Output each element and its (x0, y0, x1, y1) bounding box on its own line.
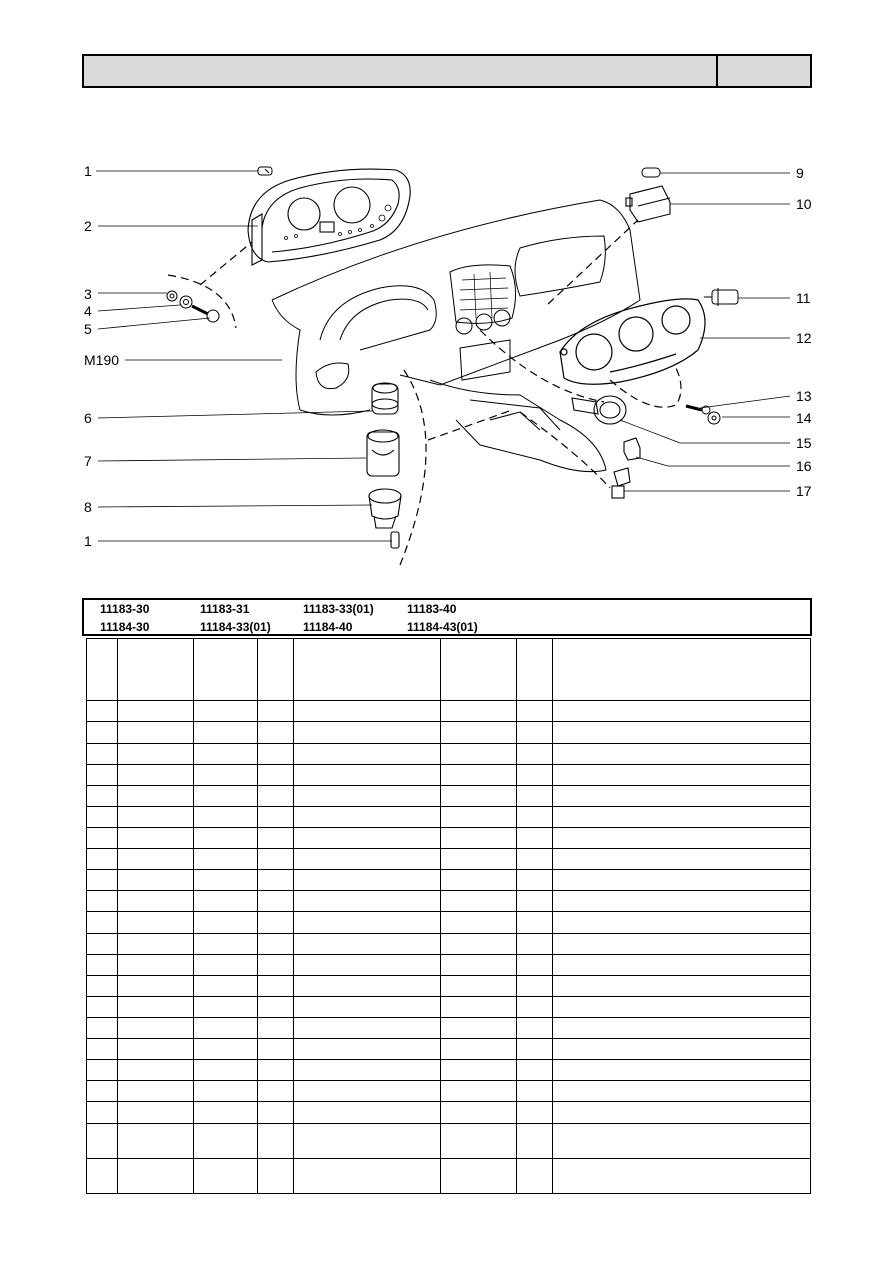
table-cell (441, 954, 517, 975)
table-cell (294, 1017, 441, 1038)
table-cell (258, 912, 294, 933)
table-cell (553, 996, 811, 1017)
table-cell (118, 912, 194, 933)
table-cell (441, 1081, 517, 1102)
table-cell (294, 1158, 441, 1193)
callout-11: 11 (796, 290, 811, 306)
callout-3: 3 (84, 286, 92, 302)
table-cell (553, 1039, 811, 1060)
table-cell (294, 701, 441, 722)
table-cell (553, 912, 811, 933)
table-cell (553, 933, 811, 954)
table-cell (118, 891, 194, 912)
table-cell (118, 1039, 194, 1060)
table-cell (194, 912, 258, 933)
table-cell (258, 1158, 294, 1193)
table-cell (87, 1158, 118, 1193)
table-cell (258, 701, 294, 722)
table-cell (87, 1039, 118, 1060)
table-cell (517, 743, 553, 764)
table-row (87, 996, 811, 1017)
table-cell (517, 1123, 553, 1158)
table-cell (517, 891, 553, 912)
table-cell (294, 1123, 441, 1158)
table-cell (441, 1123, 517, 1158)
model-code: 11183-30 (100, 602, 150, 616)
table-cell (87, 1060, 118, 1081)
table-cell (294, 764, 441, 785)
table-cell (553, 1102, 811, 1123)
table-cell (517, 849, 553, 870)
table-cell (118, 806, 194, 827)
table-cell (441, 975, 517, 996)
table-cell (118, 1060, 194, 1081)
table-cell (118, 785, 194, 806)
table-cell (517, 1017, 553, 1038)
table-cell (441, 701, 517, 722)
callout-1-bottom: 1 (84, 533, 92, 549)
table-cell (441, 996, 517, 1017)
table-cell (258, 1060, 294, 1081)
table-row (87, 891, 811, 912)
table-cell (517, 954, 553, 975)
table-cell (517, 1102, 553, 1123)
table-cell (87, 849, 118, 870)
table-row (87, 1081, 811, 1102)
table-cell (87, 639, 118, 701)
table-cell (87, 870, 118, 891)
table-cell (553, 1158, 811, 1193)
table-cell (517, 785, 553, 806)
model-code: 11183-31 (200, 602, 250, 616)
table-cell (87, 722, 118, 743)
table-cell (118, 1123, 194, 1158)
table-row (87, 870, 811, 891)
table-cell (258, 1017, 294, 1038)
parts-table (86, 638, 811, 1194)
table-cell (294, 785, 441, 806)
table-cell (294, 639, 441, 701)
table-cell (194, 722, 258, 743)
table-cell (194, 1081, 258, 1102)
table-cell (118, 996, 194, 1017)
table-row (87, 722, 811, 743)
table-cell (517, 1039, 553, 1060)
table-cell (517, 912, 553, 933)
callout-12: 12 (796, 330, 812, 346)
table-cell (87, 827, 118, 848)
table-cell (118, 1158, 194, 1193)
table-cell (87, 806, 118, 827)
model-code: 11184-43(01) (407, 620, 478, 634)
table-cell (294, 1081, 441, 1102)
table-cell (194, 954, 258, 975)
table-cell (441, 891, 517, 912)
table-row (87, 912, 811, 933)
table-cell (517, 996, 553, 1017)
table-cell (294, 996, 441, 1017)
callout-8: 8 (84, 499, 92, 515)
table-row (87, 785, 811, 806)
table-cell (194, 764, 258, 785)
table-cell (194, 785, 258, 806)
table-cell (553, 870, 811, 891)
table-cell (258, 996, 294, 1017)
table-cell (194, 1060, 258, 1081)
table-cell (87, 1017, 118, 1038)
table-cell (553, 639, 811, 701)
model-code: 11184-33(01) (200, 620, 271, 634)
table-cell (258, 1039, 294, 1060)
table-cell (258, 1081, 294, 1102)
model-code: 11184-40 (303, 620, 353, 634)
table-cell (517, 1081, 553, 1102)
table-cell (118, 743, 194, 764)
table-cell (517, 870, 553, 891)
table-row (87, 849, 811, 870)
table-row (87, 954, 811, 975)
table-row (87, 764, 811, 785)
model-codes-box (82, 598, 812, 636)
callout-17: 17 (796, 483, 812, 499)
table-cell (441, 785, 517, 806)
table-cell (553, 954, 811, 975)
table-cell (118, 1102, 194, 1123)
table-row (87, 1102, 811, 1123)
table-cell (258, 975, 294, 996)
callout-15: 15 (796, 435, 812, 451)
table-cell (553, 1060, 811, 1081)
table-cell (294, 827, 441, 848)
table-cell (118, 639, 194, 701)
table-cell (294, 722, 441, 743)
table-cell (517, 1060, 553, 1081)
table-cell (258, 954, 294, 975)
table-cell (553, 806, 811, 827)
table-cell (258, 785, 294, 806)
model-code: 11183-33(01) (303, 602, 374, 616)
table-cell (118, 1081, 194, 1102)
table-row (87, 1123, 811, 1158)
table-cell (194, 891, 258, 912)
table-cell (294, 870, 441, 891)
table-cell (118, 764, 194, 785)
table-cell (441, 1158, 517, 1193)
callout-13: 13 (796, 388, 812, 404)
table-cell (87, 1102, 118, 1123)
table-cell (294, 891, 441, 912)
table-row (87, 743, 811, 764)
table-cell (194, 1017, 258, 1038)
model-code: 11184-30 (100, 620, 150, 634)
table-cell (517, 827, 553, 848)
table-row (87, 933, 811, 954)
table-cell (87, 1123, 118, 1158)
table-cell (553, 722, 811, 743)
table-cell (118, 849, 194, 870)
table-cell (87, 701, 118, 722)
table-cell (553, 1081, 811, 1102)
table-cell (517, 701, 553, 722)
callout-2: 2 (84, 218, 92, 234)
table-cell (294, 1039, 441, 1060)
table-row (87, 827, 811, 848)
table-cell (517, 722, 553, 743)
table-cell (441, 722, 517, 743)
table-cell (441, 849, 517, 870)
callout-1-top: 1 (84, 163, 92, 179)
table-cell (553, 1017, 811, 1038)
table-cell (194, 806, 258, 827)
table-row (87, 975, 811, 996)
table-cell (294, 912, 441, 933)
table-cell (258, 722, 294, 743)
table-cell (194, 849, 258, 870)
table-cell (87, 1081, 118, 1102)
table-cell (258, 1123, 294, 1158)
table-cell (258, 891, 294, 912)
model-code: 11183-40 (407, 602, 457, 616)
table-cell (194, 743, 258, 764)
table-cell (553, 785, 811, 806)
callout-5: 5 (84, 321, 92, 337)
table-cell (194, 701, 258, 722)
table-cell (517, 933, 553, 954)
table-cell (553, 891, 811, 912)
table-cell (118, 954, 194, 975)
table-cell (258, 806, 294, 827)
table-cell (258, 827, 294, 848)
callout-10: 10 (796, 196, 812, 212)
table-cell (294, 933, 441, 954)
callout-4: 4 (84, 303, 92, 319)
table-cell (258, 849, 294, 870)
table-row (87, 1039, 811, 1060)
table-cell (441, 827, 517, 848)
table-cell (553, 1123, 811, 1158)
table-cell (441, 1060, 517, 1081)
table-cell (517, 806, 553, 827)
table-cell (294, 954, 441, 975)
table-cell (517, 975, 553, 996)
table-cell (194, 639, 258, 701)
table-cell (87, 933, 118, 954)
table-cell (553, 764, 811, 785)
callout-6: 6 (84, 410, 92, 426)
table-cell (87, 764, 118, 785)
callout-14: 14 (796, 410, 812, 426)
table-cell (258, 639, 294, 701)
table-cell (294, 743, 441, 764)
callout-7: 7 (84, 453, 92, 469)
callout-m190: M190 (84, 352, 120, 368)
table-cell (118, 870, 194, 891)
table-cell (194, 1039, 258, 1060)
table-cell (118, 722, 194, 743)
table-row (87, 701, 811, 722)
table-cell (118, 701, 194, 722)
table-cell (441, 1102, 517, 1123)
table-cell (118, 827, 194, 848)
table-cell (553, 975, 811, 996)
table-cell (553, 849, 811, 870)
table-cell (441, 806, 517, 827)
table-cell (294, 849, 441, 870)
table-row (87, 1158, 811, 1193)
table-cell (553, 827, 811, 848)
table-cell (87, 891, 118, 912)
table-cell (553, 701, 811, 722)
table-cell (441, 912, 517, 933)
table-cell (441, 743, 517, 764)
table-cell (517, 764, 553, 785)
table-cell (294, 1060, 441, 1081)
table-cell (441, 639, 517, 701)
table-cell (87, 912, 118, 933)
table-header-row (87, 639, 811, 701)
table-cell (517, 639, 553, 701)
table-cell (194, 933, 258, 954)
table-cell (87, 954, 118, 975)
table-row (87, 1060, 811, 1081)
table-cell (194, 827, 258, 848)
table-cell (194, 1123, 258, 1158)
table-row (87, 806, 811, 827)
table-cell (258, 743, 294, 764)
table-cell (118, 1017, 194, 1038)
table-cell (294, 806, 441, 827)
table-cell (194, 975, 258, 996)
table-cell (258, 764, 294, 785)
table-cell (441, 1039, 517, 1060)
table-cell (441, 870, 517, 891)
table-cell (194, 870, 258, 891)
table-cell (441, 764, 517, 785)
table-cell (87, 785, 118, 806)
table-cell (258, 870, 294, 891)
table-cell (87, 975, 118, 996)
table-cell (87, 743, 118, 764)
table-row (87, 1017, 811, 1038)
table-cell (194, 1158, 258, 1193)
table-cell (553, 743, 811, 764)
exploded-dashboard-diagram (0, 0, 893, 590)
table-cell (517, 1158, 553, 1193)
table-cell (258, 933, 294, 954)
table-cell (258, 1102, 294, 1123)
table-cell (194, 996, 258, 1017)
callout-16: 16 (796, 458, 812, 474)
table-cell (194, 1102, 258, 1123)
table-cell (441, 1017, 517, 1038)
table-cell (118, 933, 194, 954)
table-cell (294, 1102, 441, 1123)
table-cell (118, 975, 194, 996)
table-cell (87, 996, 118, 1017)
callout-9: 9 (796, 165, 804, 181)
table-cell (441, 933, 517, 954)
table-cell (294, 975, 441, 996)
